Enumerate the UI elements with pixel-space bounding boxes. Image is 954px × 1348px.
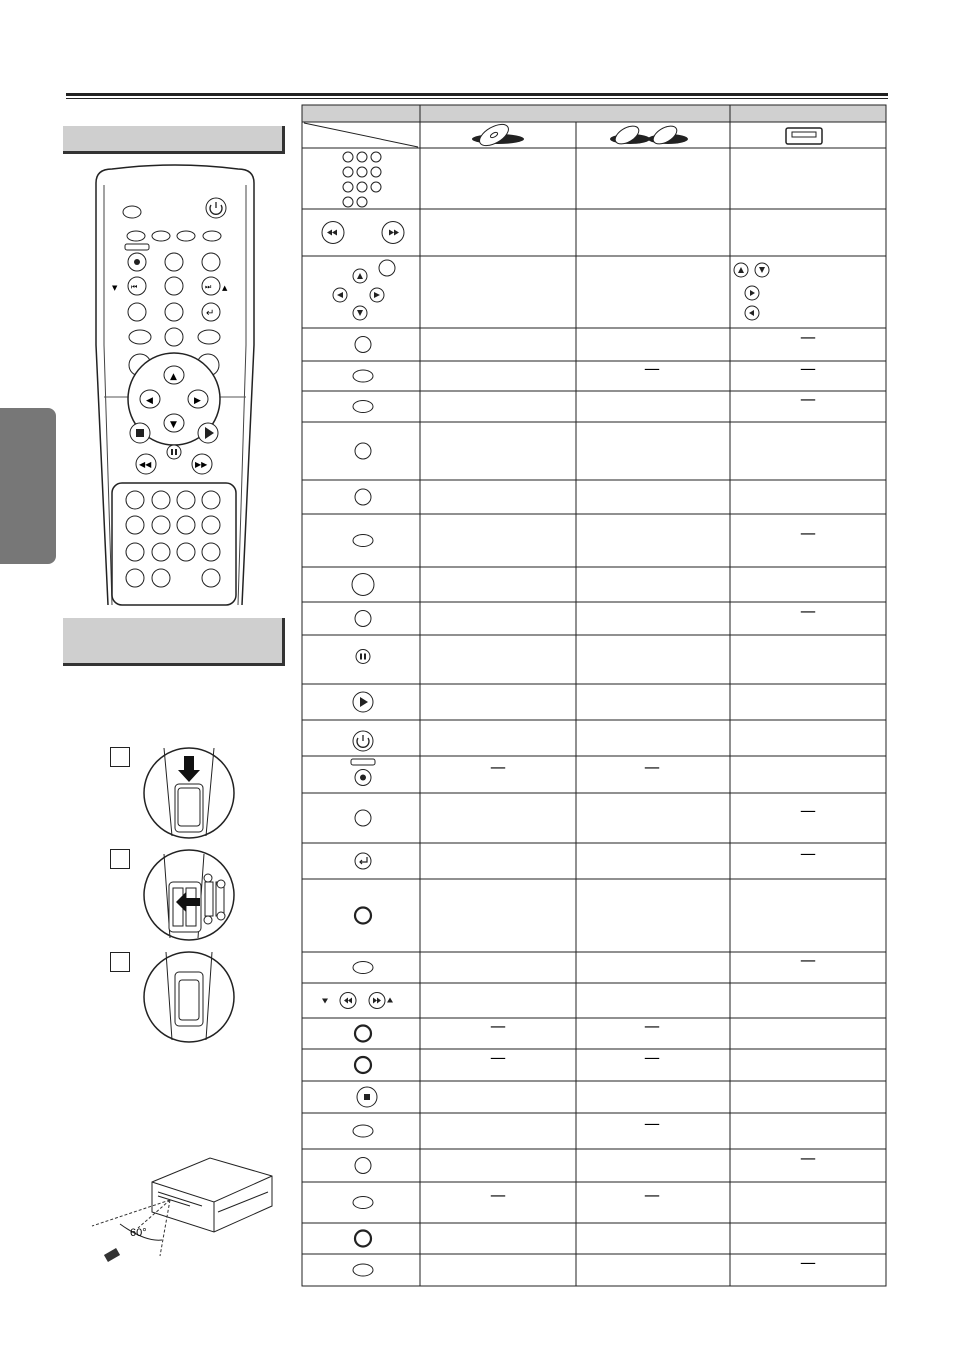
range-angle-label: 60° [130, 1227, 147, 1239]
table-row [302, 1182, 886, 1223]
round-button-icon [355, 611, 371, 627]
table-row [302, 1081, 886, 1113]
cell-dvdr: — [644, 1114, 660, 1133]
cell-dvd: — [490, 1185, 506, 1205]
table-row [302, 514, 886, 567]
cell-vcr: — [800, 801, 816, 820]
table-row [302, 684, 886, 720]
svg-text:⏭: ⏭ [205, 283, 212, 291]
svg-text:▶▶: ▶▶ [195, 460, 208, 469]
bold-round-button-icon [355, 1231, 371, 1247]
play-icon [353, 692, 373, 712]
cell-vcr: — [800, 359, 816, 378]
cell-dvd: — [490, 1048, 506, 1067]
table-row [302, 1223, 886, 1254]
svg-text:▶: ▶ [194, 396, 201, 406]
power-icon [353, 731, 373, 751]
table-row [302, 256, 886, 328]
table-row [302, 209, 886, 256]
table-row [302, 1113, 886, 1149]
stop-icon [357, 1087, 377, 1107]
svg-text:▲: ▲ [170, 372, 177, 382]
cell-dvdr: — [644, 359, 660, 378]
svg-text:◀: ◀ [146, 396, 153, 406]
cell-dvd: — [490, 757, 506, 777]
return-icon [355, 853, 371, 869]
oval-button-icon [353, 370, 373, 382]
table-row [302, 951, 886, 984]
cell-vcr: — [800, 523, 816, 543]
table-row [302, 359, 886, 391]
svg-text:⏮: ⏮ [131, 283, 138, 291]
svg-text:◀◀: ◀◀ [139, 460, 152, 469]
cell-vcr: — [800, 389, 816, 409]
table-row [302, 756, 886, 793]
table-row [302, 720, 886, 756]
cell-vcr: — [800, 327, 816, 347]
vhs-cassette-icon [786, 128, 822, 144]
cell-vcr: — [800, 601, 816, 621]
table-row [302, 480, 886, 514]
cell-dvdr: — [644, 1016, 660, 1036]
round-button-icon [355, 443, 371, 459]
table-row [302, 422, 886, 480]
large-round-button-icon [352, 574, 374, 596]
table-row [302, 793, 886, 843]
oval-button-icon [353, 535, 373, 547]
oval-button-icon [353, 1197, 373, 1209]
svg-text:▼: ▼ [112, 284, 118, 292]
svg-text:↵: ↵ [206, 308, 215, 319]
table-row [302, 635, 886, 684]
round-button-icon [355, 337, 371, 353]
round-button-icon [355, 489, 371, 505]
table-row [302, 328, 886, 362]
oval-button-icon [353, 401, 373, 413]
cell-vcr: — [800, 950, 816, 970]
table-row [302, 1149, 886, 1183]
bold-round-button-icon [355, 1026, 371, 1042]
cell-dvdr: — [644, 757, 660, 777]
table-row [302, 390, 886, 423]
table-row [302, 879, 886, 952]
cell-dvdr: — [644, 1048, 660, 1067]
table-row [302, 148, 886, 209]
table-row [302, 602, 886, 636]
bold-round-button-icon [355, 908, 371, 924]
round-button-icon [355, 810, 371, 826]
table-row [302, 1048, 886, 1081]
oval-button-icon [353, 1264, 373, 1276]
cell-vcr: — [800, 844, 816, 863]
table-row [302, 983, 886, 1018]
cell-dvdr: — [644, 1185, 660, 1205]
cell-dvd: — [490, 1016, 506, 1036]
table-row [302, 1017, 886, 1050]
table-row [302, 567, 886, 602]
oval-button-icon [353, 1125, 373, 1137]
round-button-icon [355, 1158, 371, 1174]
oval-button-icon [353, 962, 373, 974]
svg-text:▼: ▼ [170, 420, 177, 430]
table-row [302, 1253, 886, 1286]
table-row [302, 843, 886, 879]
pause-icon [356, 650, 370, 664]
cell-vcr: — [800, 1253, 816, 1272]
svg-text:▲: ▲ [222, 284, 228, 292]
bold-round-button-icon [355, 1057, 371, 1073]
cell-vcr: — [800, 1148, 816, 1168]
